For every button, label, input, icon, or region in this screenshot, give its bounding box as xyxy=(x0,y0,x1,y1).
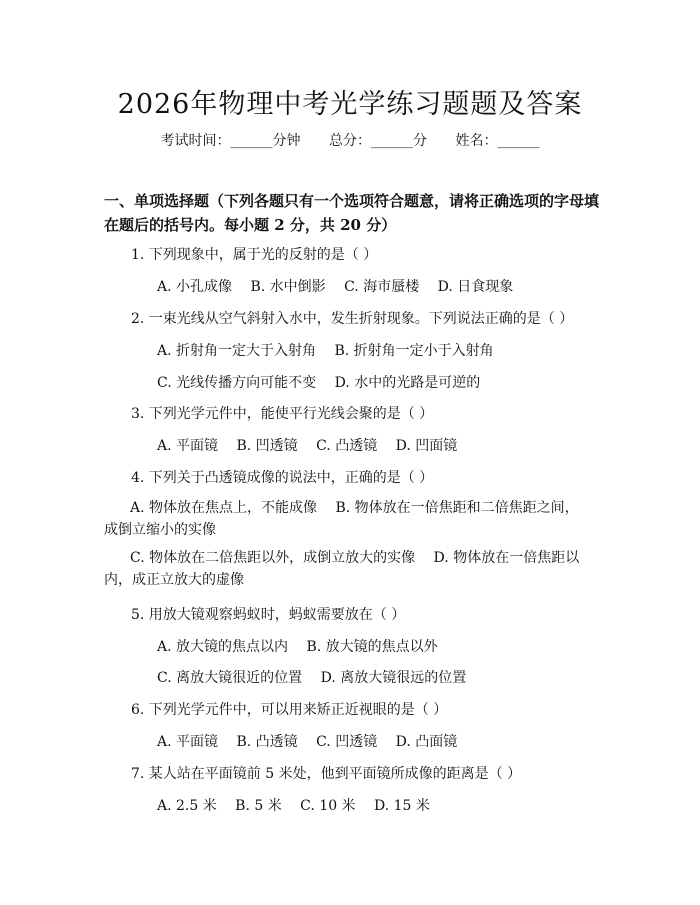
question-5-options-cd: C. 离放大镜很近的位置 D. 离放大镜很远的位置 xyxy=(157,670,467,686)
question-5-options-ab: A. 放大镜的焦点以内 B. 放大镜的焦点以外 xyxy=(157,639,438,655)
student-name-field: 姓名：______ xyxy=(455,133,540,149)
question-3-stem: 3. 下列光学元件中，能使平行光线会聚的是（ ） xyxy=(131,406,434,422)
section-heading: 一、单项选择题（下列各题只有一个选项符合题意，请将正确选项的字母填在题后的括号内。每小题 2 分，共 20 分） xyxy=(104,192,600,234)
question-2-options-cd: C. 光线传播方向可能不变 D. 水中的光路是可逆的 xyxy=(157,375,481,391)
question-3-options: A. 平面镜 B. 凹透镜 C. 凸透镜 D. 凹面镜 xyxy=(157,438,458,454)
question-6-options: A. 平面镜 B. 凸透镜 C. 凹透镜 D. 凸面镜 xyxy=(157,734,458,750)
exam-time-field: 考试时间：______分钟 xyxy=(160,133,301,149)
total-score-field: 总分：______分 xyxy=(329,133,427,149)
question-2-options-ab: A. 折射角一定大于入射角 B. 折射角一定小于入射角 xyxy=(157,343,494,359)
question-7-stem: 7. 某人站在平面镜前 5 米处，他到平面镜所成像的距离是（ ） xyxy=(131,766,522,782)
question-7-options: A. 2.5 米 B. 5 米 C. 10 米 D. 15 米 xyxy=(157,798,430,814)
question-1-stem: 1. 下列现象中，属于光的反射的是（ ） xyxy=(131,247,378,263)
question-4-options-ab: A. 物体放在焦点上，不能成像 B. 物体放在一倍焦距和二倍焦距之间，成倒立缩小的实像 xyxy=(104,500,579,538)
question-4-options-cd: C. 物体放在二倍焦距以外，成倒立放大的实像 D. 物体放在一倍焦距以内，成正立放大的虚像 xyxy=(104,550,580,588)
question-6-stem: 6. 下列光学元件中，可以用来矫正近视眼的是（ ） xyxy=(131,702,448,718)
exam-meta xyxy=(0,130,700,150)
question-1-options: A. 小孔成像 B. 水中倒影 C. 海市蜃楼 D. 日食现象 xyxy=(157,279,514,295)
page-title: 2026年物理中考光学练习题题及答案 xyxy=(117,89,583,120)
question-5-stem: 5. 用放大镜观察蚂蚁时，蚂蚁需要放在（ ） xyxy=(131,607,406,623)
question-4-stem: 4. 下列关于凸透镜成像的说法中，正确的是（ ） xyxy=(131,470,434,486)
question-2-stem: 2. 一束光线从空气斜射入水中，发生折射现象。下列说法正确的是（ ） xyxy=(131,311,574,327)
